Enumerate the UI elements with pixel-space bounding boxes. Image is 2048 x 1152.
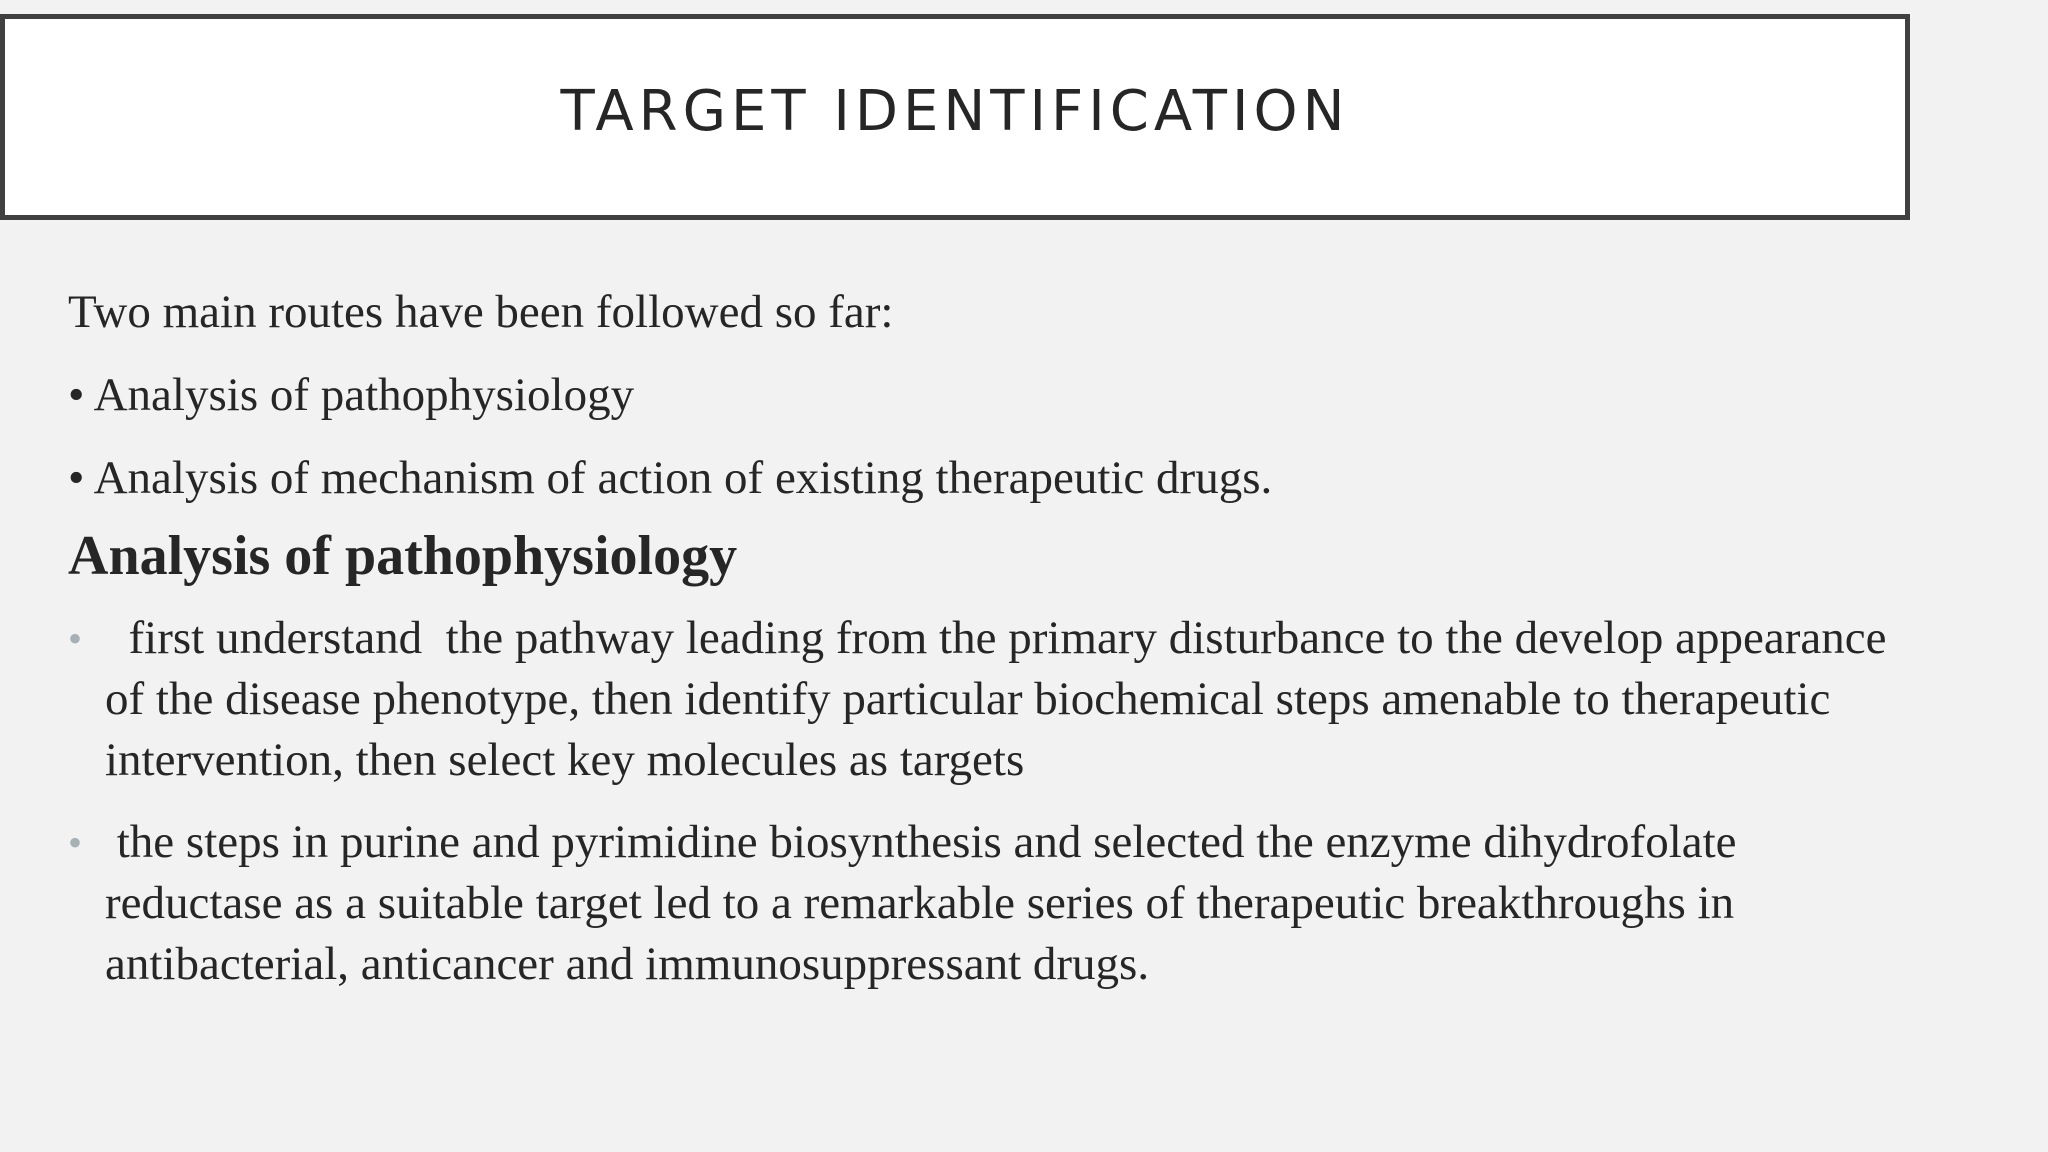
slide-content	[68, 284, 1898, 1016]
bullet-dot-icon: •	[68, 616, 83, 661]
section-heading: Analysis of pathophysiology	[68, 525, 738, 587]
bullet-text: first understand the pathway leading from the primary disturbance to the develop appearance of the disease phenotype, then identify particular biochemical steps amenable to therapeutic intervention, then select key molecules as targets	[105, 612, 1899, 786]
title-box	[0, 14, 1910, 220]
bullet-item	[68, 812, 1898, 995]
bullet-dot-icon: •	[68, 820, 83, 865]
route-item: • Analysis of mechanism of action of existing therapeutic drugs.	[68, 452, 1273, 504]
slide-title: TARGET IDENTIFICATION	[560, 78, 1350, 144]
route-item: • Analysis of pathophysiology	[68, 369, 635, 421]
intro-text: Two main routes have been followed so far:	[68, 286, 894, 338]
bullet-item	[68, 608, 1898, 791]
bullet-text: the steps in purine and pyrimidine biosynthesis and selected the enzyme dihydrofolate reductase as a suitable target led to a remarkable series of therapeutic breakthroughs in antibacterial, anticancer and immunosuppressant drugs.	[105, 816, 1749, 990]
